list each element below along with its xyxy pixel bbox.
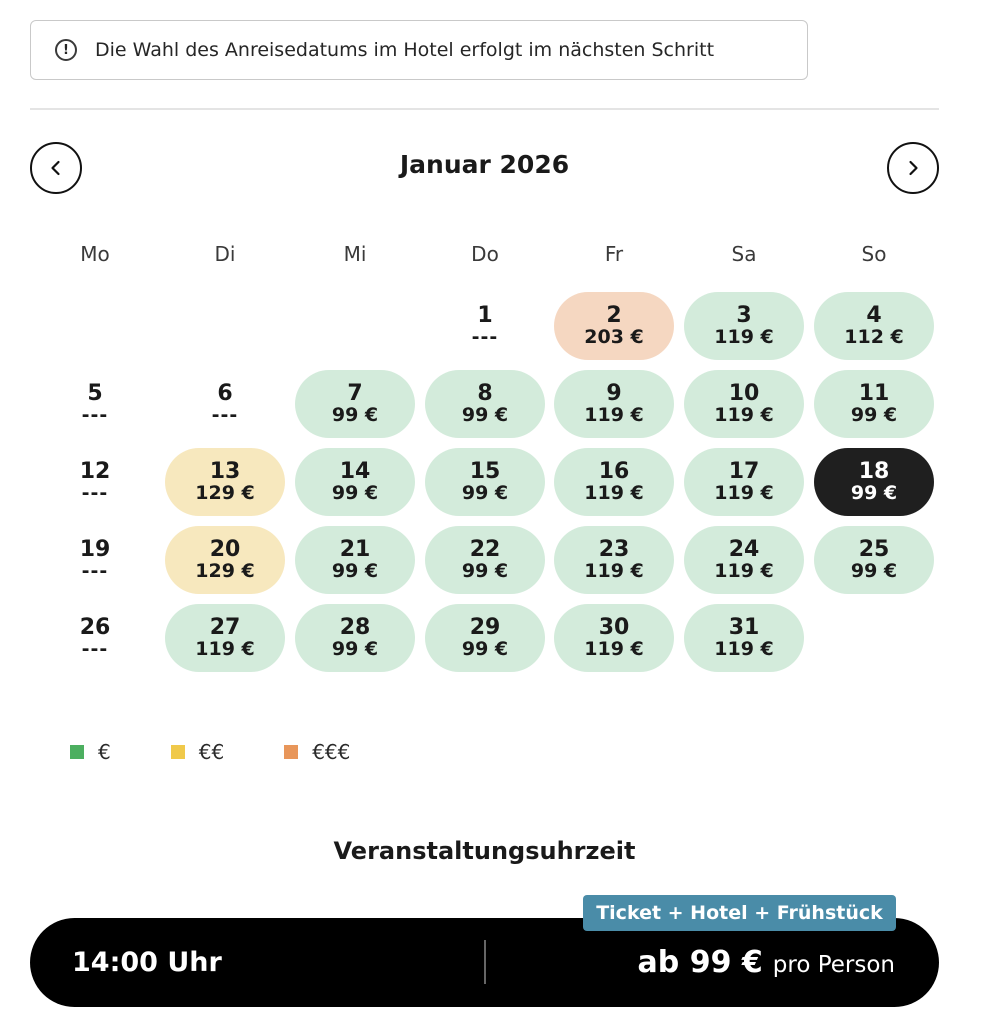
calendar-day-20[interactable] [165,526,285,594]
day-price: 99 € [850,560,898,583]
calendar-day-5 [35,370,155,438]
legend-swatch [70,745,84,759]
day-number: 26 [79,614,111,640]
calendar-day-29[interactable] [425,604,545,672]
timeslot-price [638,945,895,980]
day-price: 119 € [714,560,774,583]
day-number: 24 [728,536,760,562]
calendar-day-24[interactable] [684,526,804,594]
day-number: 1 [477,302,493,328]
weekday-mi: Mi [343,242,367,266]
day-price: 203 € [584,326,644,349]
calendar-day-1 [425,292,545,360]
day-number: 8 [477,380,493,406]
day-price: 99 € [850,482,898,505]
info-icon: ! [55,39,77,61]
day-price: --- [211,404,239,427]
weekday-so: So [861,242,887,266]
day-price: --- [81,404,109,427]
day-number: 19 [79,536,111,562]
day-number: 14 [339,458,371,484]
calendar-day-6 [165,370,285,438]
day-price: 119 € [584,404,644,427]
calendar-day-4[interactable] [814,292,934,360]
day-number: 10 [728,380,760,406]
calendar-day-9[interactable] [554,370,674,438]
calendar-day-22[interactable] [425,526,545,594]
legend-item-tier-3 [284,740,350,764]
calendar-day-18[interactable] [814,448,934,516]
day-price: 99 € [331,560,379,583]
day-number: 5 [87,380,103,406]
day-price: 119 € [714,404,774,427]
day-number: 20 [209,536,241,562]
day-number: 25 [858,536,890,562]
day-number: 13 [209,458,241,484]
legend-swatch [284,745,298,759]
notice-text: Die Wahl des Anreisedatums im Hotel erfolgt im nächsten Schritt [95,39,715,61]
day-price: 99 € [461,638,509,661]
calendar-day-30[interactable] [554,604,674,672]
day-number: 4 [866,302,882,328]
day-price: 119 € [714,482,774,505]
timeslot-time: 14:00 Uhr [72,947,222,978]
day-price: 99 € [331,404,379,427]
weekday-di: Di [214,242,236,266]
calendar-day-15[interactable] [425,448,545,516]
legend-label: € [98,740,111,764]
month-title: Januar 2026 [399,150,570,179]
price-legend [70,740,410,764]
day-price: 119 € [584,638,644,661]
calendar-day-11[interactable] [814,370,934,438]
legend-item-tier-1 [70,740,111,764]
weekday-do: Do [471,242,499,266]
calendar-day-7[interactable] [295,370,415,438]
day-number: 31 [728,614,760,640]
day-number: 9 [606,380,622,406]
calendar-day-19 [35,526,155,594]
price-from: ab 99 € [637,945,763,980]
day-price: --- [471,326,499,349]
day-number: 2 [606,302,622,328]
day-number: 15 [469,458,501,484]
day-number: 12 [79,458,111,484]
calendar-day-21[interactable] [295,526,415,594]
weekday-fr: Fr [604,242,624,266]
day-price: 99 € [331,482,379,505]
calendar-day-3[interactable] [684,292,804,360]
day-price: 112 € [844,326,904,349]
day-price: 99 € [331,638,379,661]
day-price: 119 € [195,638,255,661]
weekday-mo: Mo [80,242,110,266]
calendar-day-13[interactable] [165,448,285,516]
event-time-heading: Veranstaltungsuhrzeit [333,837,636,865]
day-number: 21 [339,536,371,562]
day-price: --- [81,482,109,505]
day-price: 119 € [584,560,644,583]
day-number: 23 [598,536,630,562]
day-price: 129 € [195,560,255,583]
day-number: 27 [209,614,241,640]
day-number: 7 [347,380,363,406]
timeslot-separator [484,940,486,984]
calendar-day-14[interactable] [295,448,415,516]
day-price: 99 € [850,404,898,427]
day-price: 119 € [714,326,774,349]
calendar-day-31[interactable] [684,604,804,672]
timeslot-option[interactable] [30,918,939,1007]
day-price: 119 € [584,482,644,505]
day-number: 28 [339,614,371,640]
calendar-day-16[interactable] [554,448,674,516]
weekday-sa: Sa [731,242,757,266]
day-number: 11 [858,380,890,406]
calendar-day-26 [35,604,155,672]
day-number: 17 [728,458,760,484]
day-number: 3 [736,302,752,328]
day-number: 6 [217,380,233,406]
day-number: 16 [598,458,630,484]
legend-swatch [171,745,185,759]
day-price: 129 € [195,482,255,505]
package-badge: Ticket + Hotel + Frühstück [583,895,896,931]
day-price: 99 € [461,482,509,505]
calendar-day-23[interactable] [554,526,674,594]
calendar-day-28[interactable] [295,604,415,672]
legend-item-tier-2 [171,740,224,764]
day-number: 30 [598,614,630,640]
day-price: --- [81,560,109,583]
calendar-day-27[interactable] [165,604,285,672]
calendar-day-17[interactable] [684,448,804,516]
day-number: 29 [469,614,501,640]
calendar-day-8[interactable] [425,370,545,438]
day-price: --- [81,638,109,661]
price-unit: pro Person [772,952,895,978]
calendar-day-2[interactable] [554,292,674,360]
calendar-day-10[interactable] [684,370,804,438]
day-price: 99 € [461,560,509,583]
day-number: 18 [858,458,890,484]
day-number: 22 [469,536,501,562]
calendar-day-12 [35,448,155,516]
legend-label: €€ [198,740,225,764]
day-price: 99 € [461,404,509,427]
calendar-day-25[interactable] [814,526,934,594]
legend-label: €€€ [312,740,351,764]
day-price: 119 € [714,638,774,661]
